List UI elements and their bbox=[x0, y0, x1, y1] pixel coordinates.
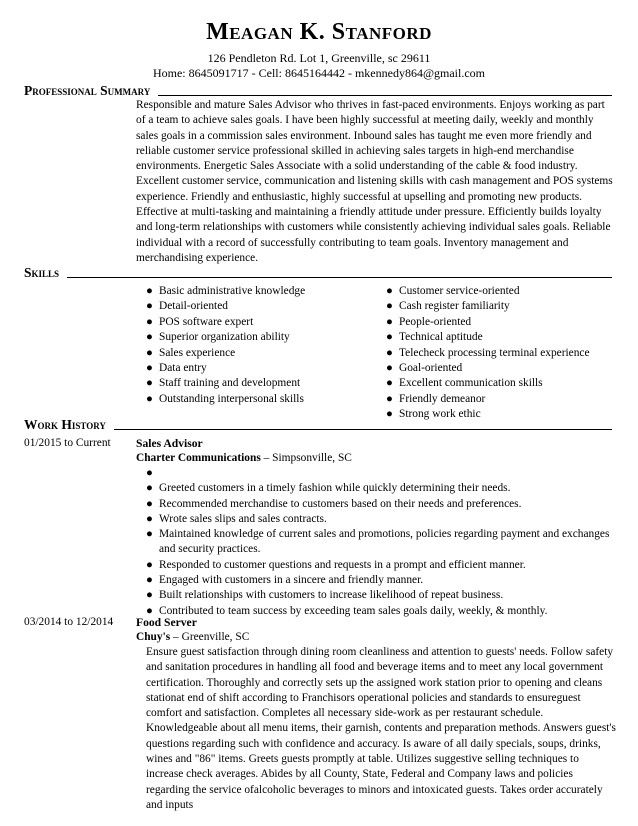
summary-text: Responsible and mature Sales Advisor who thrives in fast-paced environments. Enjoys working as part of a team to achieve sales goals. I have been highly successful at meeting daily, weekly and monthly sales goals in a commission sales environment. Inbound sales has taught me even more friendly and reliable customer service professional skilled in achieving sales targets in high-end merchandise environments. Energetic Sales Associate with a solid understanding of the cable & food industry. Excellent customer service, communication and listening skills with cash management and POS systems experience. Friendly and enthusiastic, highly successful at upselling and promoting new products. Effective at multi-tasking and maintaining a friendly attitude under pressure. Efficiently builds loyalty and long-term relationships with customers while consistently achieving individual sales goals. Reliable individual with a record of successfully contributing to team goals. Inventory management and merchandising experience. bbox=[136, 99, 613, 264]
bullet-icon: ● bbox=[146, 574, 153, 587]
bullet-icon: ● bbox=[146, 497, 153, 510]
bullet-icon: ● bbox=[386, 315, 393, 328]
work-heading: Work History bbox=[24, 417, 106, 432]
bullet-icon: ● bbox=[386, 300, 393, 313]
bullet-icon: ● bbox=[146, 362, 153, 375]
job-2-description: Ensure guest satisfaction through dining room cleanliness and attention to guests' needs. Follow safety and sanitation procedures in handling all food and beverage items and to meet any local government certification. Thoroughly and correctly sets up the assigned work station prior to opening and cleans stationat end of shift according to Franchisors operational policies and standards to ensureguest comfort and satisfaction. Completes all necessary side-work as per restaurant schedule. Knowledgeable about all menu items, their garnish, contents and preparation methods. Answers guest's questions regarding such with confidence and accuracy. Is aware of all daily specials, soups, drinks, wines and "86" items. Greets guests promptly at table. Utilizes suggestive selling techniques to increase check averages. Abides by all County, State, Federal and Company laws and policies regarding the service ofalcoholic beverages to minors and intoxicated guests. Takes order accurately and inputs bbox=[146, 646, 616, 811]
skill-item: ● Outstanding interpersonal skills bbox=[146, 392, 376, 407]
bullet-icon: ● bbox=[146, 346, 153, 359]
skill-item: ● People-oriented bbox=[386, 315, 616, 330]
skill-item: ● Data entry bbox=[146, 361, 376, 376]
bullet-icon: ● bbox=[386, 362, 393, 375]
bullet-icon: ● bbox=[146, 482, 153, 495]
bullet-icon: ● bbox=[146, 512, 153, 525]
bullet-icon: ● bbox=[146, 589, 153, 602]
bullet-icon: ● bbox=[386, 346, 393, 359]
duty-item: ● Greeted customers in a timely fashion while quickly determining their needs. bbox=[146, 481, 616, 496]
summary-heading: Professional Summary bbox=[24, 83, 151, 98]
duty-item: ● Engaged with customers in a sincere and friendly manner. bbox=[146, 573, 616, 588]
skill-item: ● Strong work ethic bbox=[386, 407, 616, 422]
work-section-header bbox=[24, 418, 612, 432]
bullet-icon: ● bbox=[386, 331, 393, 344]
skill-item: ● Telecheck processing terminal experience bbox=[386, 346, 616, 361]
bullet-icon: ● bbox=[146, 558, 153, 571]
skill-item: ● Goal-oriented bbox=[386, 361, 616, 376]
contact-phones-email: Home: 8645091717 - Cell: 8645164442 - mkennedy864@gmail.com bbox=[152, 66, 485, 80]
bullet-icon: ● bbox=[386, 377, 393, 390]
skill-item: ● Friendly demeanor bbox=[386, 392, 616, 407]
skill-item: ● POS software expert bbox=[146, 315, 376, 330]
skill-item: ● Sales experience bbox=[146, 346, 376, 361]
skill-item: ● Superior organization ability bbox=[146, 330, 376, 345]
job-1-dates: 01/2015 to Current bbox=[24, 437, 111, 449]
duty-item: ● Maintained knowledge of current sales and promotions, policies regarding payment and exchanges and security practices. bbox=[146, 528, 610, 556]
skill-item: ● Excellent communication skills bbox=[386, 376, 616, 391]
duty-item: ● Responded to customer questions and requests in a prompt and efficient manner. bbox=[146, 558, 616, 573]
duty-item: ● Contributed to team success by exceeding team sales goals daily, weekly, & monthly. bbox=[146, 604, 616, 619]
summary-divider bbox=[158, 95, 612, 96]
job-1-location: – Simpsonville, SC bbox=[260, 452, 352, 464]
job-1-duties bbox=[146, 466, 616, 619]
skills-section-header bbox=[24, 266, 612, 280]
job-2-location: – Greenville, SC bbox=[170, 631, 250, 643]
bullet-icon: ● bbox=[146, 285, 153, 297]
skill-item: ● Technical aptitude bbox=[386, 330, 616, 345]
job-1-company: Charter Communications bbox=[136, 452, 261, 464]
bullet-icon: ● bbox=[386, 392, 393, 405]
duty-item bbox=[146, 466, 616, 481]
skills-column-2 bbox=[386, 284, 616, 423]
job-2-dates: 03/2014 to 12/2014 bbox=[24, 616, 114, 628]
job-2-company: Chuy's bbox=[136, 631, 171, 643]
duty-item: ● Built relationships with customers to increase likelihood of repeat business. bbox=[146, 588, 616, 603]
bullet-icon: ● bbox=[146, 392, 153, 405]
contact-address: 126 Pendleton Rd. Lot 1, Greenville, sc 29611 bbox=[207, 51, 431, 65]
bullet-icon: ● bbox=[146, 528, 153, 541]
skill-item: ● Customer service-oriented bbox=[386, 284, 616, 299]
candidate-name: Meagan K. Stanford bbox=[206, 19, 432, 45]
skill-item: ● Staff training and development bbox=[146, 376, 376, 391]
summary-section-header bbox=[24, 84, 612, 98]
duty-item: ● Recommended merchandise to customers based on their needs and preferences. bbox=[146, 497, 616, 512]
bullet-icon: ● bbox=[386, 285, 393, 297]
bullet-icon: ● bbox=[146, 604, 153, 617]
bullet-icon: ● bbox=[146, 467, 153, 479]
duty-item: ● Wrote sales slips and sales contracts. bbox=[146, 512, 616, 527]
skills-column-1 bbox=[146, 284, 376, 407]
bullet-icon: ● bbox=[386, 408, 393, 421]
skill-item: ● Basic administrative knowledge bbox=[146, 284, 376, 299]
bullet-icon: ● bbox=[146, 315, 153, 328]
bullet-icon: ● bbox=[146, 300, 153, 313]
work-divider bbox=[114, 429, 612, 430]
bullet-icon: ● bbox=[146, 331, 153, 344]
job-1-employer bbox=[136, 451, 352, 466]
skills-divider bbox=[67, 277, 612, 278]
job-2-title: Food Server bbox=[136, 616, 197, 629]
skill-item: ● Cash register familiarity bbox=[386, 299, 616, 314]
bullet-icon: ● bbox=[146, 377, 153, 390]
skill-item: ● Detail-oriented bbox=[146, 299, 376, 314]
job-2-employer bbox=[136, 630, 249, 645]
skills-heading: Skills bbox=[24, 265, 60, 280]
job-1-title: Sales Advisor bbox=[136, 437, 203, 450]
